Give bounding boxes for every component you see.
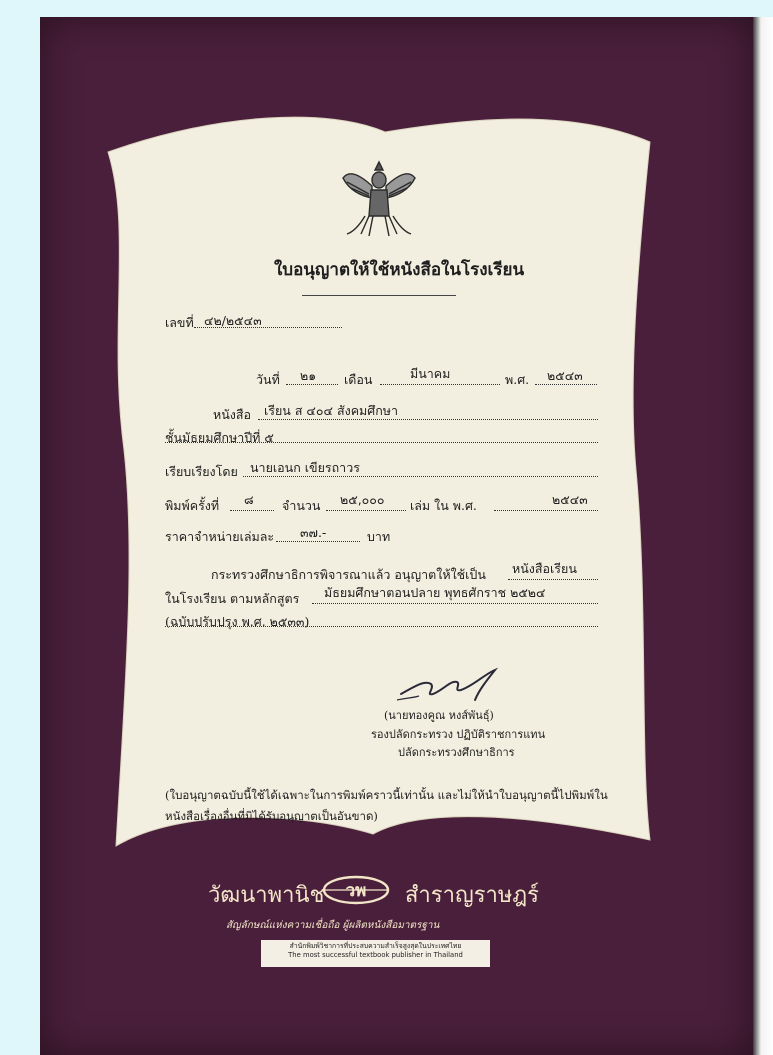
number-value: ๔๒/๒๕๔๓ xyxy=(204,313,262,328)
print-value: ๘ xyxy=(244,492,254,507)
revision-text: (ฉบับปรับปรุง พ.ศ. ๒๕๓๓) xyxy=(165,614,310,629)
print-label: พิมพ์ครั้งที่ xyxy=(165,498,220,513)
publisher-slogan: สัญลักษณ์แห่งความเชื่อถือ ผู้ผลิตหนังสือมาตรฐาน xyxy=(226,920,440,931)
month-value: มีนาคม xyxy=(410,366,451,381)
price-value: ๓๗.- xyxy=(300,525,327,540)
price-unit: บาท xyxy=(367,529,391,544)
signature-icon xyxy=(395,660,505,710)
revision-dotline xyxy=(165,626,598,627)
qty-value: ๒๕,๐๐๐ xyxy=(340,492,385,507)
publisher-logo-text: วพ xyxy=(345,881,367,901)
curriculum-dotline xyxy=(312,603,598,604)
note-line-1: (ใบอนุญาตฉบับนี้ใช้ได้เฉพาะในการพิมพ์คราวนี้เท่านั้น และไม่ให้นำใบอนุญาตนี้ไปพิมพ์ใน xyxy=(165,788,608,802)
year-label: พ.ศ. xyxy=(505,372,530,387)
print-dotline xyxy=(230,510,274,511)
publisher-logo-icon xyxy=(321,873,391,907)
title-underline xyxy=(302,295,456,296)
book-value: เรียน ส ๔๐๔ สังคมศึกษา xyxy=(264,403,399,418)
price-label: ราคาจำหน่ายเล่มละ xyxy=(165,529,275,544)
publisher-tagline-en: The most successful textbook publisher in Thailand xyxy=(288,951,463,959)
garuda-emblem-icon xyxy=(339,156,419,242)
month-label: เดือน xyxy=(344,372,373,387)
signer-title-2: ปลัดกระทรวงศึกษาธิการ xyxy=(398,746,515,759)
author-label: เรียบเรียงโดย xyxy=(165,464,238,479)
date-label: วันที่ xyxy=(256,372,280,387)
publisher-name-right: สำราญราษฎร์ xyxy=(405,883,539,908)
approval-dotline xyxy=(508,579,598,580)
publisher-tagline-th: สำนักพิมพ์วิชาการที่ประสบความสำเร็จสูงสุดในประเทศไทย xyxy=(289,942,462,950)
approval-value: หนังสือเรียน xyxy=(512,561,577,576)
qty-year: ๒๕๔๓ xyxy=(552,492,588,507)
qty-unit: เล่ม ใน พ.ศ. xyxy=(410,498,477,513)
year-value: ๒๕๔๓ xyxy=(547,368,583,383)
qty-label: จำนวน xyxy=(282,498,321,513)
certificate-title: ใบอนุญาตให้ใช้หนังสือในโรงเรียน xyxy=(274,260,525,280)
curriculum-label: ในโรงเรียน ตามหลักสูตร xyxy=(165,591,300,606)
book-label: หนังสือ xyxy=(213,407,252,422)
date-day: ๒๑ xyxy=(300,368,317,383)
grade-text: ชั้นมัธยมศึกษาปีที่ ๕ xyxy=(165,430,274,445)
month-dotline xyxy=(380,384,500,385)
signer-title-1: รองปลัดกระทรวง ปฏิบัติราชการแทน xyxy=(371,728,546,741)
qty-year-dotline xyxy=(494,510,598,511)
number-label: เลขที่ xyxy=(165,315,194,330)
signer-name: (นายทองคูณ หงส์พันธุ์) xyxy=(384,709,494,722)
publisher-tagline-box xyxy=(261,940,490,967)
approval-text: กระทรวงศึกษาธิการพิจารณาแล้ว อนุญาตให้ใช้เป็น xyxy=(211,567,486,582)
curriculum-value: มัธยมศึกษาตอนปลาย พุทธศักราช ๒๕๒๔ xyxy=(324,585,546,600)
publisher-name-left: วัฒนาพานิช xyxy=(208,883,325,908)
qty-dotline xyxy=(326,510,406,511)
grade-dotline xyxy=(165,442,598,443)
author-value: นายเอนก เขียรถาวร xyxy=(250,460,360,475)
note-line-2: หนังสือเรื่องอื่นที่มิได้รับอนุญาตเป็นอันขาด) xyxy=(165,809,378,823)
